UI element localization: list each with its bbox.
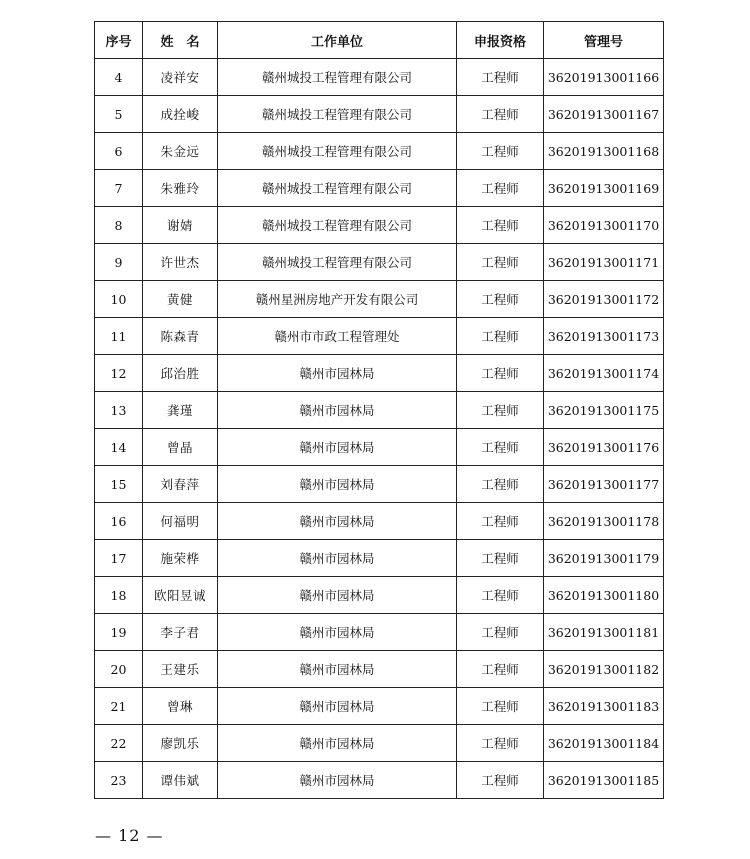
cell-id: 36201913001170 (544, 207, 664, 244)
cell-id: 36201913001174 (544, 355, 664, 392)
table-row (95, 725, 664, 762)
cell-unit: 赣州市市政工程管理处 (218, 318, 457, 355)
header-row (95, 22, 664, 59)
header-qualification: 申报资格 (457, 22, 544, 59)
cell-name: 刘春萍 (143, 466, 218, 503)
cell-unit: 赣州城投工程管理有限公司 (218, 207, 457, 244)
cell-id: 36201913001171 (544, 244, 664, 281)
cell-no: 14 (95, 429, 143, 466)
cell-no: 9 (95, 244, 143, 281)
table-row (95, 429, 664, 466)
cell-id: 36201913001179 (544, 540, 664, 577)
table-row (95, 281, 664, 318)
cell-qualification: 工程师 (457, 614, 544, 651)
cell-id: 36201913001173 (544, 318, 664, 355)
cell-qualification: 工程师 (457, 59, 544, 96)
cell-name: 邱治胜 (143, 355, 218, 392)
cell-qualification: 工程师 (457, 133, 544, 170)
cell-qualification: 工程师 (457, 355, 544, 392)
cell-unit: 赣州市园林局 (218, 725, 457, 762)
table-row (95, 170, 664, 207)
cell-qualification: 工程师 (457, 244, 544, 281)
cell-id: 36201913001183 (544, 688, 664, 725)
table-row (95, 577, 664, 614)
cell-unit: 赣州城投工程管理有限公司 (218, 133, 457, 170)
cell-name: 朱金远 (143, 133, 218, 170)
cell-name: 黄健 (143, 281, 218, 318)
cell-qualification: 工程师 (457, 429, 544, 466)
cell-qualification: 工程师 (457, 207, 544, 244)
cell-qualification: 工程师 (457, 281, 544, 318)
cell-id: 36201913001178 (544, 503, 664, 540)
cell-name: 曾晶 (143, 429, 218, 466)
cell-unit: 赣州市园林局 (218, 651, 457, 688)
cell-qualification: 工程师 (457, 392, 544, 429)
table-row (95, 392, 664, 429)
cell-name: 施荣桦 (143, 540, 218, 577)
cell-id: 36201913001182 (544, 651, 664, 688)
table-row (95, 762, 664, 799)
cell-no: 11 (95, 318, 143, 355)
cell-id: 36201913001185 (544, 762, 664, 799)
cell-no: 20 (95, 651, 143, 688)
table-row (95, 688, 664, 725)
cell-no: 21 (95, 688, 143, 725)
cell-no: 8 (95, 207, 143, 244)
cell-name: 陈森青 (143, 318, 218, 355)
cell-unit: 赣州市园林局 (218, 429, 457, 466)
cell-id: 36201913001175 (544, 392, 664, 429)
cell-name: 谭伟斌 (143, 762, 218, 799)
header-name: 姓 名 (143, 22, 218, 59)
cell-unit: 赣州市园林局 (218, 688, 457, 725)
cell-name: 李子君 (143, 614, 218, 651)
cell-no: 12 (95, 355, 143, 392)
table-row (95, 133, 664, 170)
table-row (95, 540, 664, 577)
cell-id: 36201913001166 (544, 59, 664, 96)
cell-unit: 赣州市园林局 (218, 540, 457, 577)
cell-no: 16 (95, 503, 143, 540)
cell-id: 36201913001177 (544, 466, 664, 503)
cell-no: 17 (95, 540, 143, 577)
cell-name: 龚瑾 (143, 392, 218, 429)
table-row (95, 355, 664, 392)
table-row (95, 59, 664, 96)
cell-unit: 赣州市园林局 (218, 577, 457, 614)
cell-name: 谢婧 (143, 207, 218, 244)
cell-qualification: 工程师 (457, 466, 544, 503)
cell-no: 15 (95, 466, 143, 503)
cell-id: 36201913001167 (544, 96, 664, 133)
cell-unit: 赣州城投工程管理有限公司 (218, 170, 457, 207)
cell-id: 36201913001176 (544, 429, 664, 466)
cell-id: 36201913001169 (544, 170, 664, 207)
cell-no: 7 (95, 170, 143, 207)
cell-qualification: 工程师 (457, 577, 544, 614)
cell-name: 朱雅玲 (143, 170, 218, 207)
table-row (95, 651, 664, 688)
header-unit: 工作单位 (218, 22, 457, 59)
cell-name: 成拴峻 (143, 96, 218, 133)
cell-unit: 赣州星洲房地产开发有限公司 (218, 281, 457, 318)
header-id: 管理号 (544, 22, 664, 59)
table-row (95, 503, 664, 540)
cell-id: 36201913001172 (544, 281, 664, 318)
cell-name: 何福明 (143, 503, 218, 540)
cell-name: 凌祥安 (143, 59, 218, 96)
cell-qualification: 工程师 (457, 688, 544, 725)
cell-qualification: 工程师 (457, 503, 544, 540)
header-no: 序号 (95, 22, 143, 59)
cell-qualification: 工程师 (457, 725, 544, 762)
cell-qualification: 工程师 (457, 170, 544, 207)
cell-name: 廖凯乐 (143, 725, 218, 762)
cell-name: 欧阳昱诚 (143, 577, 218, 614)
cell-no: 23 (95, 762, 143, 799)
cell-id: 36201913001168 (544, 133, 664, 170)
table-row (95, 466, 664, 503)
cell-no: 22 (95, 725, 143, 762)
cell-unit: 赣州市园林局 (218, 503, 457, 540)
cell-no: 13 (95, 392, 143, 429)
cell-no: 5 (95, 96, 143, 133)
page-number: — 12 — (95, 826, 164, 845)
cell-no: 6 (95, 133, 143, 170)
cell-qualification: 工程师 (457, 762, 544, 799)
cell-unit: 赣州市园林局 (218, 392, 457, 429)
cell-no: 18 (95, 577, 143, 614)
cell-unit: 赣州城投工程管理有限公司 (218, 244, 457, 281)
cell-qualification: 工程师 (457, 318, 544, 355)
cell-qualification: 工程师 (457, 96, 544, 133)
cell-qualification: 工程师 (457, 651, 544, 688)
table-row (95, 614, 664, 651)
cell-no: 10 (95, 281, 143, 318)
cell-id: 36201913001184 (544, 725, 664, 762)
cell-unit: 赣州市园林局 (218, 355, 457, 392)
cell-name: 王建乐 (143, 651, 218, 688)
table-row (95, 207, 664, 244)
table-body (95, 59, 664, 799)
table-row (95, 318, 664, 355)
cell-qualification: 工程师 (457, 540, 544, 577)
cell-unit: 赣州城投工程管理有限公司 (218, 59, 457, 96)
cell-unit: 赣州市园林局 (218, 614, 457, 651)
roster-table (94, 21, 664, 799)
cell-name: 许世杰 (143, 244, 218, 281)
cell-no: 4 (95, 59, 143, 96)
cell-unit: 赣州市园林局 (218, 762, 457, 799)
cell-id: 36201913001180 (544, 577, 664, 614)
cell-unit: 赣州城投工程管理有限公司 (218, 96, 457, 133)
table-row (95, 244, 664, 281)
cell-id: 36201913001181 (544, 614, 664, 651)
cell-no: 19 (95, 614, 143, 651)
cell-unit: 赣州市园林局 (218, 466, 457, 503)
cell-name: 曾琳 (143, 688, 218, 725)
table-row (95, 96, 664, 133)
